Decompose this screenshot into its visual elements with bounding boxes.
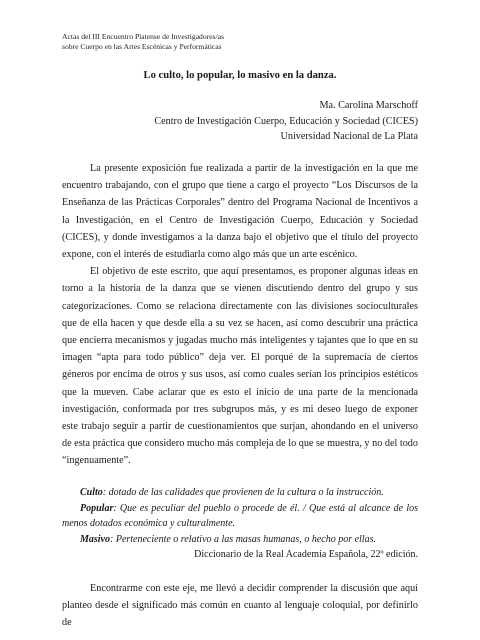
paper-title: Lo culto, lo popular, lo masivo en la danza. [143, 70, 337, 81]
definitions-block [62, 485, 418, 563]
definition-text: : Que es peculiar del pueblo o procede de él. / Que está al alcance de los menos dotados económica y culturalmente. [62, 502, 418, 529]
definition-term: Popular [80, 502, 114, 514]
author-block [154, 98, 418, 145]
running-header [62, 32, 224, 51]
definition-text: : dotado de las calidades que provienen de la cultura o la instrucción. [102, 487, 384, 498]
author-center: Centro de Investigación Cuerpo, Educación y Sociedad (CICES) [154, 115, 418, 127]
header-line-1: Actas del III Encuentro Platense de Investigadores/as [62, 32, 224, 41]
author-name: Ma. Carolina Marschoff [319, 100, 418, 111]
definition-masivo [62, 532, 418, 548]
definition-popular [62, 501, 418, 532]
definition-source: Diccionario de la Real Academia Española, 22º edición. [194, 549, 418, 560]
definition-term: Culto [80, 487, 103, 498]
definition-culto [62, 485, 418, 501]
closing-paragraph: Encontrarme con este eje, me llevó a decidir comprender la discusión que aquí planteo desde el significado más común en cuanto al lenguaje coloquial, por definirlo de [62, 583, 418, 629]
paragraph-2: El objetivo de este escrito, que aquí presentamos, es proponer algunas ideas en torno a la historia de la danza que se vienen discutiendo dentro del grupo y sus categorizaciones. Como se relaciona directamente con las divisiones socioculturales que de ella hacen y que desde ella a su vez se hacen, así como descubrir una práctica que encierra mecanismos y jugadas mucho más inteligentes y tajantes que lo que en su imagen “apta para todo público” deja ver. El porqué de la supremacía de ciertos géneros por encima de otros y sus usos, así como cuales serían los principios estéticos que la mueven. Cabe aclarar que es esto el inicio de una parte de la mencionada investigación, conformada por tres subgrupos más, y es mi deseo luego de exponer este trabajo seguir a partir de cuestionamientos que surjan, ahondando en el universo de esta práctica que considero mucho más compleja de lo que se muestra, y no del todo “ingenuamente”. [62, 266, 418, 467]
definition-term: Masivo [80, 533, 110, 545]
body-text [62, 160, 418, 470]
header-line-2: sobre Cuerpo en las Artes Escénicas y Performáticas [62, 41, 222, 51]
closing-text [62, 580, 418, 632]
definition-text: : Perteneciente o relativo a las masas humanas, o hecho por ellas. [110, 533, 376, 545]
paragraph-1: La presente exposición fue realizada a partir de la investigación en la que me encuentro trabajando, con el grupo que tiene a cargo el proyecto “Los Discursos de la Enseñanza de las Prácticas Corporales” dentro del Programa Nacional de Incentivos a la Investigación, en el Centro de Investigación Cuerpo, Educación y Sociedad (CICES), y donde investigamos a la danza bajo el objetivo que el título del proyecto expone, con el interés de estudiarla como algo más que un arte escénico. [62, 163, 418, 261]
author-university: Universidad Nacional de La Plata [280, 131, 418, 142]
